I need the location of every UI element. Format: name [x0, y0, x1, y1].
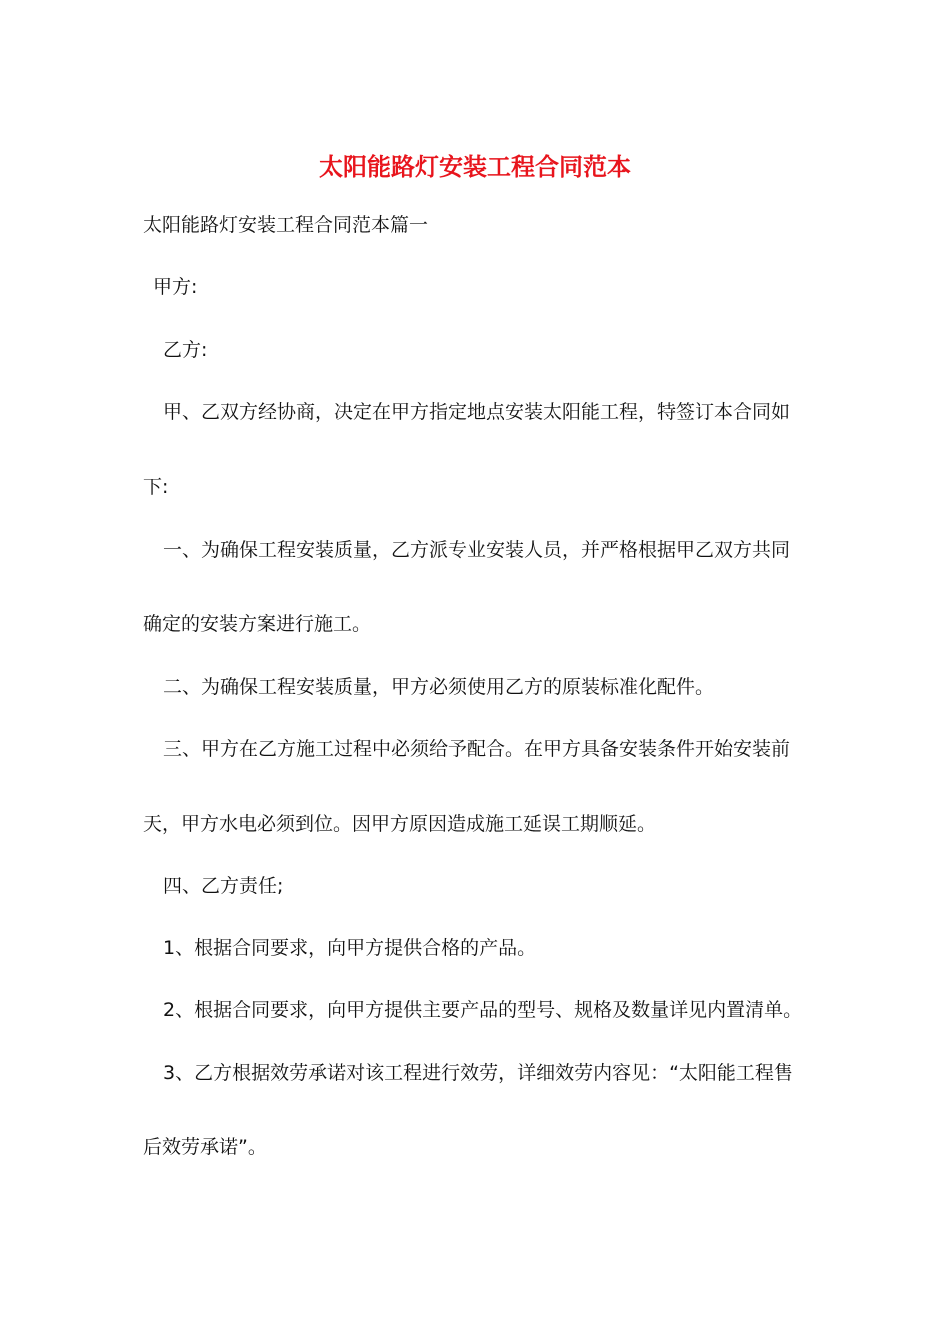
document-title: 太阳能路灯安装工程合同范本: [319, 152, 631, 181]
clause-3-line-1: 三、甲方在乙方施工过程中必须给予配合。在甲方具备安装条件开始安装前: [163, 738, 791, 760]
clause-3-line-2: 天，甲方水电必须到位。因甲方原因造成施工延误工期顺延。: [143, 813, 657, 835]
preamble-line-1: 甲、乙双方经协商，决定在甲方指定地点安装太阳能工程，特签订本合同如: [163, 401, 791, 423]
clause-1-line-1: 一、为确保工程安装质量，乙方派专业安装人员，并严格根据甲乙双方共同: [163, 539, 791, 561]
party-a-label: 甲方:: [153, 276, 198, 298]
clause-4-heading: 四、乙方责任;: [163, 875, 284, 897]
preamble-line-2: 下:: [143, 476, 169, 498]
clause-4-item-3-line-2: 后效劳承诺”。: [143, 1136, 267, 1158]
clause-4-item-3-line-1: 3、乙方根据效劳承诺对该工程进行效劳，详细效劳内容见：“太阳能工程售: [163, 1062, 793, 1084]
section-heading: 太阳能路灯安装工程合同范本篇一: [143, 214, 429, 236]
clause-2: 二、为确保工程安装质量，甲方必须使用乙方的原装标准化配件。: [163, 676, 715, 698]
clause-4-item-1: 1、根据合同要求，向甲方提供合格的产品。: [163, 937, 537, 959]
clause-4-item-2: 2、根据合同要求，向甲方提供主要产品的型号、规格及数量详见内置清单。: [163, 999, 803, 1021]
clause-1-line-2: 确定的安装方案进行施工。: [143, 613, 372, 635]
party-b-label: 乙方:: [163, 339, 208, 361]
